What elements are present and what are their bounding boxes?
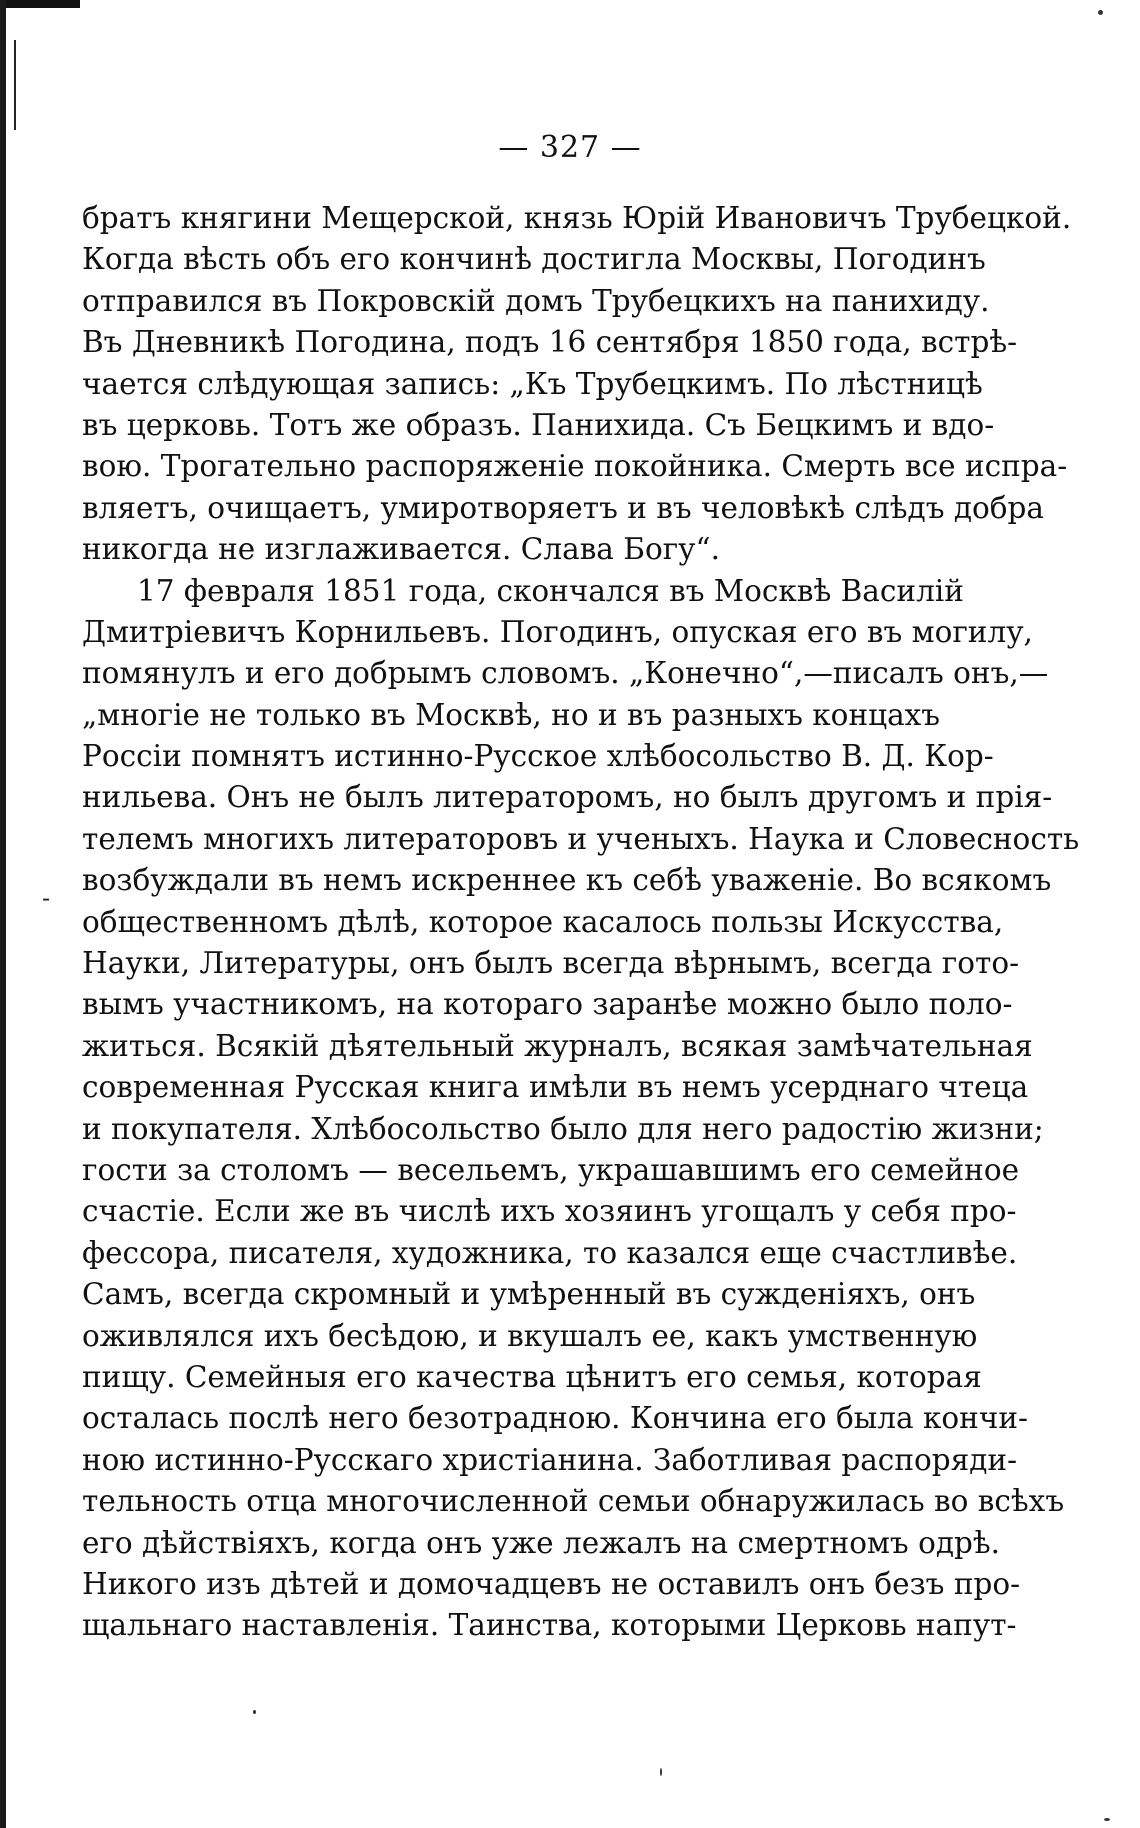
scan-speck xyxy=(1098,10,1103,15)
text-line: „многіе не только въ Москвѣ, но и въ разныхъ концахъ xyxy=(82,697,941,732)
text-line: ною истинно-Русскаго христіанина. Заботливая распоряди- xyxy=(82,1442,1018,1477)
text-line: возбуждали въ немъ искреннее къ себѣ уваженіе. Во всякомъ xyxy=(82,863,1052,898)
paragraph xyxy=(82,571,1080,1647)
text-line: Науки, Литературы, онъ былъ всегда вѣрнымъ, всегда гото- xyxy=(82,946,1020,981)
page-number: — 327 — xyxy=(498,130,642,165)
body-text xyxy=(82,198,1080,1647)
paragraphs xyxy=(82,198,1080,1647)
text-line: телемъ многихъ литераторовъ и ученыхъ. Наука и Словесность xyxy=(82,821,1080,856)
text-line: нильева. Онъ не былъ литераторомъ, но былъ другомъ и прія- xyxy=(82,780,1053,815)
text-line: 17 февраля 1851 года, скончался въ Москвѣ Василій xyxy=(137,573,964,608)
text-line: житься. Всякій дѣятельный журналъ, всякая замѣчательная xyxy=(82,1028,1033,1063)
text-line: Россіи помнятъ истинно-Русское хлѣбосольство В. Д. Кор- xyxy=(82,739,994,774)
text-line: щальнаго наставленія. Таинства, которыми Церковь напут- xyxy=(82,1608,1017,1643)
margin-mark: - xyxy=(42,884,51,912)
text-line: вымъ участникомъ, на котораго заранѣе можно было поло- xyxy=(82,987,1013,1022)
text-line: братъ княгини Мещерской, князь Юрій Ивановичъ Трубецкой. xyxy=(82,201,1072,235)
text-line: Когда вѣсть объ его кончинѣ достигла Москвы, Погодинъ xyxy=(82,242,986,277)
text-line: никогда не изглаживается. Слава Богу“. xyxy=(82,532,720,567)
text-line: оживлялся ихъ бесѣдою, и вкушалъ ее, какъ умственную xyxy=(82,1318,978,1353)
scan-edge-left xyxy=(0,0,6,1828)
text-line: пищу. Семейныя его качества цѣнитъ его семья, которая xyxy=(82,1359,982,1394)
text-line: счастіе. Если же въ числѣ ихъ хозяинъ угощалъ у себя про- xyxy=(82,1194,1017,1229)
text-line: Никого изъ дѣтей и домочадцевъ не оставилъ онъ безъ про- xyxy=(82,1566,1021,1601)
text-line: тельность отца многочисленной семьи обнаружилась во всѣхъ xyxy=(82,1484,1065,1519)
text-line: отправился въ Покровскій домъ Трубецкихъ на панихиду. xyxy=(82,283,990,318)
text-line: Дмитріевичъ Корнильевъ. Погодинъ, опуская его въ могилу, xyxy=(82,614,1033,649)
scan-speck xyxy=(1104,1818,1110,1821)
text-line: современная Русская книга имѣли въ немъ усерднаго чтеца xyxy=(82,1070,1029,1105)
scan-edge-top xyxy=(0,0,80,8)
scan-edge-mark xyxy=(14,40,16,130)
text-line: Самъ, всегда скромный и умѣренный въ сужденіяхъ, онъ xyxy=(82,1277,976,1312)
text-line: его дѣйствіяхъ, когда онъ уже лежалъ на смертномъ одрѣ. xyxy=(82,1525,1001,1560)
text-line: помянулъ и его добрымъ словомъ. „Конечно“,—писалъ онъ,— xyxy=(82,656,1049,691)
text-line: въ церковь. Тотъ же образъ. Панихида. Съ Бецкимъ и вдо- xyxy=(82,407,995,442)
text-line: осталась послѣ него безотрадною. Кончина его была кончи- xyxy=(82,1401,1028,1436)
text-line: и покупателя. Хлѣбосольство было для него радостію жизни; xyxy=(82,1111,1044,1146)
text-line: Въ Дневникѣ Погодина, подъ 16 сентября 1850 года, встрѣ- xyxy=(82,325,1018,360)
text-line: гости за столомъ — весельемъ, украшавшимъ его семейное xyxy=(82,1152,1020,1187)
scan-speck xyxy=(253,1710,256,1714)
text-line: вою. Трогательно распоряженіе покойника. Смерть все испра- xyxy=(82,449,1068,484)
text-line: чается слѣдующая запись: „Къ Трубецкимъ. По лѣстницѣ xyxy=(82,366,983,401)
text-line: вляетъ, очищаетъ, умиротворяетъ и въ человѣкѣ слѣдъ добра xyxy=(82,490,1044,525)
text-line: фессора, писателя, художника, то казался еще счастливѣе. xyxy=(82,1235,1018,1270)
text-line: общественномъ дѣлѣ, которое касалось пользы Искусства, xyxy=(82,904,1004,939)
paragraph xyxy=(82,198,1072,571)
scan-speck xyxy=(660,1768,662,1776)
